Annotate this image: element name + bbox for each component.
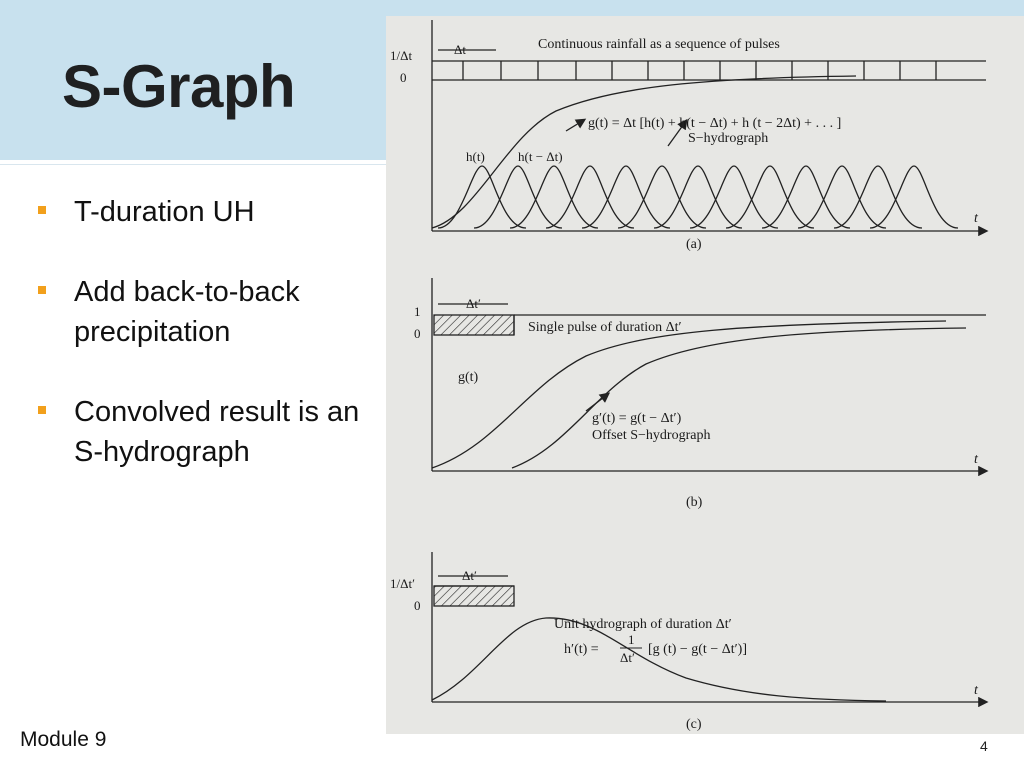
a-t: t — [974, 211, 978, 226]
slide-title: S-Graph — [62, 53, 296, 120]
c-t: t — [974, 683, 978, 698]
c-ytop: 1/Δt′ — [390, 576, 415, 591]
bullet-item — [36, 392, 376, 472]
bullet-item — [36, 192, 376, 232]
c-uh-label: Unit hydrograph of duration Δt′ — [554, 617, 732, 632]
b-g: g(t) — [458, 370, 479, 385]
b-ytop: 1 — [414, 304, 421, 319]
h-t-dt-curve — [474, 166, 562, 228]
bullet-square-icon — [38, 206, 46, 214]
g-pointer-a — [566, 120, 584, 131]
c-h-lhs: h′(t) = — [564, 642, 599, 657]
s-graph-diagram — [386, 16, 1024, 734]
c-h-rhs: [g (t) − g(t − Δt′)] — [648, 642, 747, 657]
a-ytop: 1/Δt — [390, 48, 413, 63]
bullet-square-icon — [38, 286, 46, 294]
bullet-text: Convolved result is an S-hydrograph — [74, 396, 360, 468]
g-off-pointer — [586, 394, 608, 411]
a-g-eq: g(t) = Δt [h(t) + h(t − Δt) + h (t − 2Δt) + . . . ] — [588, 116, 842, 131]
title-band-strip — [386, 0, 1024, 16]
b-caption: (b) — [686, 495, 703, 510]
bullet-text: T-duration UH — [74, 196, 255, 228]
offset-s-curve — [512, 328, 966, 468]
bullet-square-icon — [38, 406, 46, 414]
b-off-label: Offset S−hydrograph — [592, 428, 711, 443]
b-g-off: g′(t) = g(t − Δt′) — [592, 411, 682, 426]
b-pulse: Single pulse of duration Δt′ — [528, 320, 682, 335]
s-hydrograph-curve-a — [432, 76, 856, 228]
a-heading: Continuous rainfall as a sequence of pulses — [538, 37, 780, 52]
c-h-den: Δt′ — [620, 650, 635, 665]
bullet-text: Add back-to-back precipitation — [74, 276, 300, 348]
a-yzero: 0 — [400, 70, 407, 85]
bullet-list — [36, 192, 376, 512]
c-h-num: 1 — [628, 632, 635, 647]
g-t-curve-b — [432, 321, 946, 468]
c-yzero: 0 — [414, 598, 421, 613]
c-caption: (c) — [686, 717, 702, 732]
bullet-item — [36, 272, 376, 352]
a-s-label: S−hydrograph — [688, 131, 769, 146]
a-caption: (a) — [686, 237, 702, 252]
a-h1: h(t) — [466, 149, 485, 164]
s-graph-figure — [386, 16, 1024, 734]
b-t: t — [974, 452, 978, 467]
hatched-pulse-c — [434, 586, 514, 606]
b-dt: Δt′ — [466, 296, 481, 311]
rain-pulse-dividers — [463, 61, 936, 80]
a-h2: h(t − Δt) — [518, 149, 563, 164]
title-divider — [0, 162, 386, 165]
hatched-pulse-b — [434, 315, 514, 335]
footer-module: Module 9 — [20, 728, 107, 751]
b-yzero: 0 — [414, 326, 421, 341]
c-dt: Δt′ — [462, 568, 477, 583]
page-number: 4 — [980, 738, 988, 754]
a-dt: Δt — [454, 42, 466, 57]
